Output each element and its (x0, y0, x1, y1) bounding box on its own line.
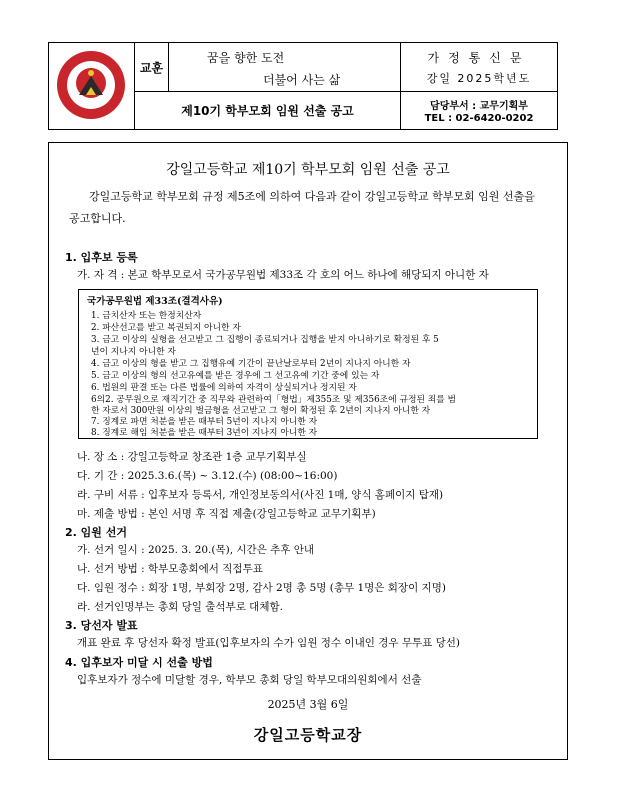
newsletter-title: 가정통신문 (427, 51, 531, 65)
law-excerpt-box (78, 289, 538, 439)
school-emblem-icon (49, 43, 133, 127)
newsletter-heading (401, 43, 557, 92)
submission-line: 마. 제출 방법 : 본인 서명 후 직접 제출(강일고등학교 교무기획부) (77, 508, 376, 520)
law-item: 7. 징계로 파면 처분을 받은 때부터 5년이 지나지 아니한 자 (91, 417, 318, 427)
notice-intro: 강일고등학교 학부모회 규정 제5조에 의하여 다음과 같이 강일고등학교 학부모회 임원 선출을 공고합니다. (69, 190, 535, 225)
law-item: 8. 징계로 해임 처분을 받은 때부터 3년이 지나지 아니한 자 (91, 428, 318, 438)
notice-date: 2025년 3월 6일 (267, 698, 349, 711)
documents-line: 라. 구비 서류 : 입후보자 등록서, 개인정보동의서(사진 1매, 양식 홈페이지 탑재) (77, 489, 444, 501)
notice-subject: 제10기 학부모회 임원 선출 공고 (135, 92, 401, 129)
motto-line-1: 꿈을 향한 도전 (207, 51, 285, 65)
motto-label: 교훈 (135, 43, 169, 92)
law-item: 년이 지나지 아니한 자 (91, 347, 176, 357)
principal-signature: 강일고등학교장 (253, 726, 363, 744)
school-motto (169, 43, 401, 92)
section-2-heading: 2. 임원 선거 (65, 526, 127, 539)
period-line: 다. 기 간 : 2025.3.6.(목) ~ 3.12.(수) (08:00~16:00) (77, 470, 338, 482)
officer-count-line: 다. 임원 정수 : 회장 1명, 부회장 2명, 감사 2명 총 5명 (총무 1명은 회장이 지명) (77, 582, 446, 594)
law-item: 한 자로서 300만원 이상의 벌금형을 선고받고 그 형이 확정된 후 2년이 지나지 아니한 자 (91, 406, 431, 416)
law-item: 2. 파산선고를 받고 복권되지 아니한 자 (91, 323, 241, 333)
section-4-heading: 4. 입후보자 미달 시 선출 방법 (65, 656, 213, 669)
law-item: 5. 금고 이상의 형의 선고유예를 받은 경우에 그 선고유예 기간 중에 있는 자 (91, 371, 380, 381)
announcement-line: 개표 완료 후 당선자 확정 발표(입후보자의 수가 임원 정수 이내인 경우 무투표 당선) (77, 637, 460, 649)
location-line: 나. 장 소 : 강일고등학교 창조관 1층 교무기획부실 (77, 451, 307, 463)
contact-info (401, 92, 557, 129)
law-excerpt-title: 국가공무원법 제33조(결격사유) (87, 296, 223, 307)
law-item: 3. 금고 이상의 실형을 선고받고 그 집행이 종료되거나 집행을 받지 아니하기로 확정된 후 5 (91, 335, 439, 345)
eligibility-line: 가. 자 격 : 본교 학부모로서 국가공무원법 제33조 각 호의 어느 하나에 해당되지 아니한 자 (77, 269, 489, 281)
notice-title: 강일고등학교 제10기 학부모회 임원 선출 공고 (166, 162, 450, 178)
letterhead (48, 42, 558, 130)
election-method-line: 나. 선거 방법 : 학부모총회에서 직접투표 (77, 563, 263, 575)
law-item: 6. 법원의 판결 또는 다른 법률에 의하여 자격이 상실되거나 정지된 자 (91, 383, 357, 393)
telephone: TEL : 02-6420-0202 (424, 113, 534, 124)
school-logo (49, 43, 135, 129)
section-3-heading: 3. 당선자 발표 (65, 619, 138, 632)
election-date-line: 가. 선거 일시 : 2025. 3. 20.(목), 시간은 추후 안내 (77, 544, 315, 556)
newsletter-year: 강일 2025학년도 (426, 72, 532, 85)
section-1-heading: 1. 입후보 등록 (65, 251, 138, 264)
notice-body (48, 142, 568, 760)
department: 담당부서 : 교무기획부 (430, 101, 528, 112)
law-item: 4. 금고 이상의 형을 받고 그 집행유예 기간이 끝난날로부터 2년이 지나지 아니한 자 (91, 359, 411, 369)
shortfall-line: 입후보자가 정수에 미달할 경우, 학부모 총회 당일 학부모대의원회에서 선출 (77, 674, 422, 686)
motto-line-2: 더불어 사는 삶 (263, 73, 341, 87)
law-item: 6의2. 공무원으로 재직기간 중 직무와 관련하여「형법」제355조 및 제356조에 규정된 죄를 범 (91, 395, 457, 405)
law-item: 1. 금치산자 또는 한정치산자 (91, 311, 202, 321)
voter-roll-line: 라. 선거인명부는 총회 당일 출석부로 대체함. (77, 601, 283, 613)
